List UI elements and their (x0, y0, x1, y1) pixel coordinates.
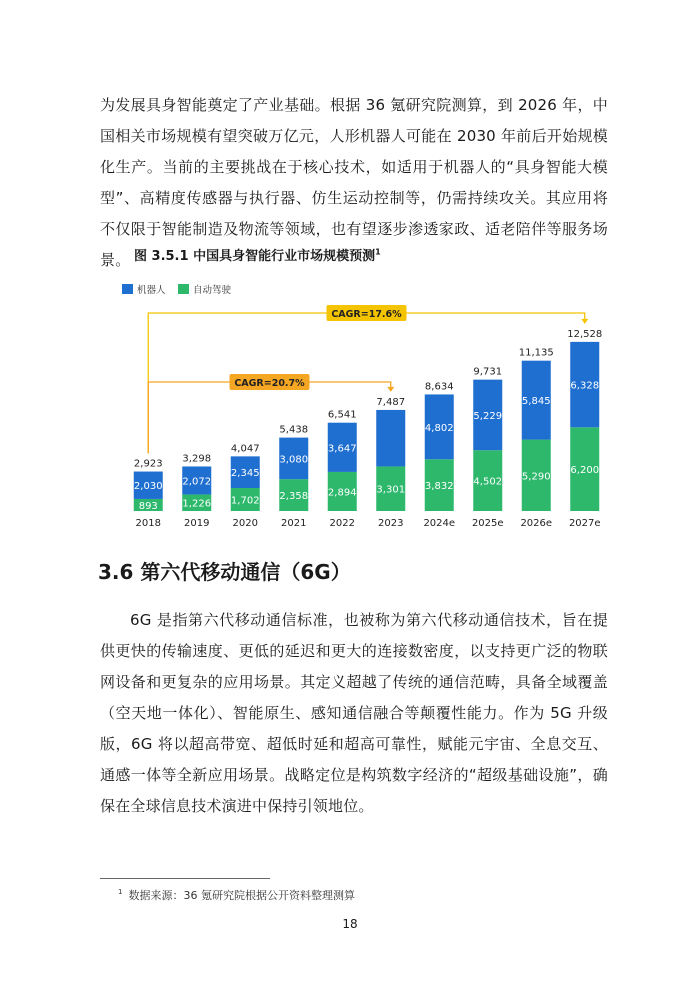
segment-label: 5,229 (473, 410, 503, 422)
total-label: 7,487 (376, 396, 406, 408)
cagr-arrow (581, 319, 588, 324)
total-label: 3,298 (182, 453, 212, 465)
market-size-chart (110, 276, 610, 536)
x-tick-label: 2022 (329, 518, 355, 529)
x-tick-label: 2021 (281, 518, 307, 529)
total-label: 2,923 (133, 458, 163, 470)
footnote-divider (100, 878, 270, 879)
segment-label: 5,290 (521, 471, 551, 483)
total-label: 11,135 (518, 347, 554, 359)
segment-label: 4,802 (424, 422, 454, 434)
segment-label: 3,832 (424, 481, 454, 493)
page-number: 18 (342, 917, 358, 931)
section-heading: 3.6 第六代移动通信（6G） (98, 560, 351, 584)
segment-label: 2,030 (133, 481, 163, 493)
segment-label: 1,226 (182, 498, 212, 510)
x-tick-label: 2024e (423, 518, 456, 529)
body-paragraph-1: 为发展具身智能奠定了产业基础。根据 36 氪研究院测算，到 2026 年，中国相关市场规模有望突破万亿元，人形机器人可能在 2030 年前后开始规模化生产。当前的主要挑战在于核心技术，如适用于机器人的“具身智能大模型”、高精度传感器与执行器、仿生运动控制等，仍需持续攻关。其应用将不仅限于智能制造及物流等领域，也有望逐步渗透家政、适老陪伴等服务场景。 (100, 96, 608, 269)
figure-title-text: 图 3.5.1 中国具身智能行业市场规模预测 (134, 249, 376, 264)
figure-title (134, 245, 381, 264)
footnote (118, 887, 355, 903)
cagr-label: CAGR=20.7% (234, 378, 305, 389)
segment-label: 2,358 (279, 491, 309, 503)
segment-label: 2,072 (182, 476, 212, 488)
segment-label: 4,502 (473, 476, 503, 488)
segment-label: 6,328 (570, 380, 600, 392)
x-tick-label: 2023 (378, 518, 404, 529)
segment-label: 2,345 (230, 468, 260, 480)
footnote-text: 数据来源：36 氪研究院根据公开资料整理测算 (128, 889, 355, 902)
cagr-connector (148, 313, 585, 454)
x-tick-label: 2018 (135, 518, 161, 529)
legend-swatch (122, 284, 133, 294)
total-label: 9,731 (473, 366, 503, 378)
segment-label: 6,200 (570, 465, 600, 477)
total-label: 8,634 (424, 381, 454, 393)
legend-label: 机器人 (137, 285, 166, 296)
cagr-arrow (387, 387, 394, 392)
legend-swatch (178, 284, 189, 294)
total-label: 6,541 (327, 409, 357, 421)
x-tick-label: 2025e (471, 518, 504, 529)
legend-label: 自动驾驶 (193, 285, 232, 296)
segment-label: 1,702 (230, 495, 260, 507)
x-tick-label: 2027e (568, 518, 601, 529)
footnote-ref: 1 (375, 247, 381, 257)
total-label: 5,438 (279, 424, 309, 436)
body-paragraph-2: 6G 是指第六代移动通信标准，也被称为第六代移动通信技术，旨在提供更快的传输速度、更低的延迟和更大的连接数密度，以支持更广泛的物联网设备和更复杂的应用场景。其定义超越了传统的通信范畴，具备全域覆盖（空天地一体化）、智能原生、感知通信融合等颠覆性能力。作为 5G 升级版，6G 将以超高带宽、超低时延和超高可靠性，赋能元宇宙、全息交互、通感一体等全新应用场景。战略定位是构筑数字经济的“超级基础设施”，确保在全球信息技术演进中保持引领地位。 (100, 611, 608, 815)
bar-segment (376, 410, 405, 467)
x-tick-label: 2019 (184, 518, 210, 529)
total-label: 12,528 (567, 328, 603, 340)
segment-label: 2,894 (327, 487, 357, 499)
x-tick-label: 2026e (520, 518, 553, 529)
x-tick-label: 2020 (232, 518, 258, 529)
segment-label: 5,845 (521, 396, 551, 408)
segment-label: 893 (138, 500, 158, 512)
segment-label: 3,301 (376, 484, 406, 496)
footnote-number: 1 (118, 888, 123, 897)
segment-label: 3,080 (279, 454, 309, 466)
total-label: 4,047 (230, 443, 260, 455)
cagr-label: CAGR=17.6% (331, 309, 402, 320)
segment-label: 3,647 (327, 443, 357, 455)
